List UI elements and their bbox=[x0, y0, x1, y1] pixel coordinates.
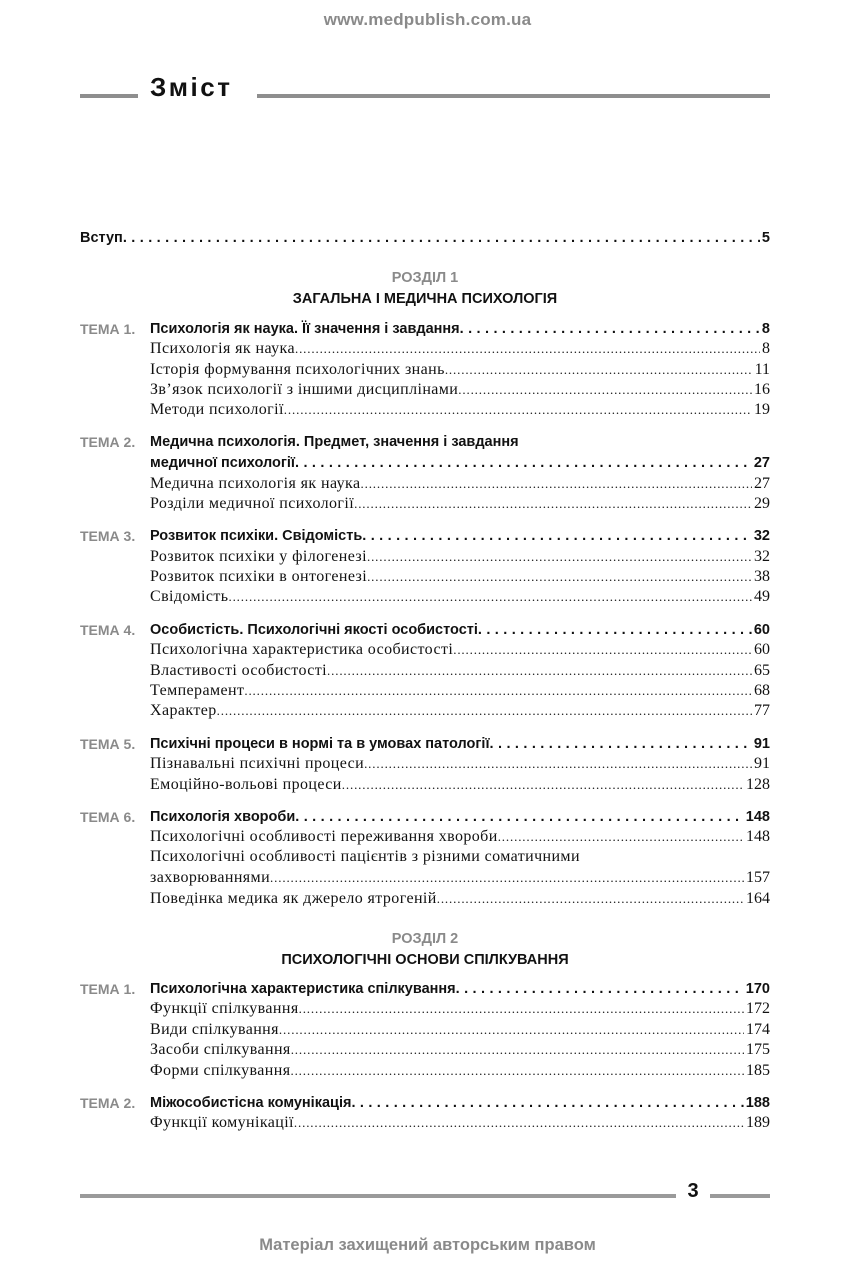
subentry-title: Пізнавальні психічні процеси bbox=[150, 755, 365, 773]
subentry-title: Форми спілкування bbox=[150, 1061, 291, 1079]
toc-subentry[interactable] bbox=[150, 1113, 770, 1133]
theme-page: 188 bbox=[745, 1094, 770, 1111]
subentry-page: 128 bbox=[746, 775, 770, 793]
toc-theme-entry[interactable] bbox=[80, 979, 770, 999]
theme-block bbox=[80, 733, 770, 794]
theme-page: 148 bbox=[745, 808, 770, 825]
toc-subentry[interactable] bbox=[150, 494, 770, 514]
dot-leader bbox=[458, 380, 752, 400]
theme-block bbox=[80, 619, 770, 721]
subentry-page: 16 bbox=[754, 380, 770, 398]
dot-leader bbox=[123, 228, 760, 248]
section-number: РОЗДІЛ 2 bbox=[391, 930, 459, 947]
toc-entry-intro[interactable] bbox=[80, 228, 770, 248]
subentry-page: 172 bbox=[746, 1000, 770, 1018]
site-url: www.medpublish.com.ua bbox=[323, 10, 532, 29]
toc-theme-entry-line[interactable] bbox=[80, 432, 770, 452]
toc-subentry[interactable] bbox=[150, 339, 770, 359]
dot-leader bbox=[364, 754, 752, 774]
subentry-page: 11 bbox=[754, 360, 770, 378]
toc-theme-entry[interactable] bbox=[80, 733, 770, 753]
toc-subentry[interactable] bbox=[150, 868, 770, 888]
section-name: ПСИХОЛОГІЧНІ ОСНОВИ СПІЛКУВАННЯ bbox=[281, 951, 569, 968]
page-title: Зміст bbox=[150, 72, 233, 102]
toc-entry-title: Вступ bbox=[80, 230, 123, 247]
theme-block bbox=[80, 318, 770, 420]
dot-leader bbox=[367, 547, 752, 567]
dot-leader bbox=[354, 494, 752, 514]
subentry-page: 32 bbox=[754, 547, 770, 565]
subentry-title: Психологія як наука bbox=[150, 340, 295, 358]
theme-title: Розвиток психіки. Свідомість bbox=[150, 528, 363, 545]
subentry-page: 148 bbox=[746, 828, 770, 846]
subentry-page: 68 bbox=[754, 682, 770, 700]
dot-leader bbox=[362, 526, 752, 546]
toc-subentry[interactable] bbox=[150, 1040, 770, 1060]
dot-leader bbox=[244, 681, 752, 701]
toc-theme-entry[interactable] bbox=[80, 807, 770, 827]
subentry-page: 91 bbox=[754, 755, 770, 773]
subentry-title: Властивості особистості bbox=[150, 661, 328, 679]
toc-theme-entry[interactable] bbox=[80, 318, 770, 338]
theme-prefix: ТЕМА 2. bbox=[80, 1094, 136, 1111]
dot-leader bbox=[295, 453, 752, 473]
dot-leader bbox=[279, 1020, 744, 1040]
dot-leader bbox=[299, 999, 744, 1019]
subentry-page: 174 bbox=[746, 1020, 770, 1038]
subentry-page: 8 bbox=[762, 340, 770, 358]
title-row bbox=[80, 72, 770, 108]
dot-leader bbox=[490, 734, 752, 754]
toc-subentry[interactable] bbox=[150, 827, 770, 847]
toc-subentry[interactable] bbox=[150, 587, 770, 607]
subentry-page: 60 bbox=[754, 641, 770, 659]
subentry-title: Історія формування психологічних знань bbox=[150, 360, 445, 378]
theme-prefix: ТЕМА 5. bbox=[80, 735, 136, 752]
theme-page: 170 bbox=[745, 980, 770, 997]
dot-leader bbox=[351, 1093, 743, 1113]
dot-leader bbox=[291, 1040, 744, 1060]
dot-leader bbox=[460, 319, 760, 339]
subentry-title: Психологічна характеристика особистості bbox=[150, 641, 454, 659]
theme-prefix: ТЕМА 1. bbox=[80, 980, 136, 997]
toc-subentry[interactable] bbox=[150, 1019, 770, 1039]
toc-subentry[interactable] bbox=[150, 774, 770, 794]
section-heading bbox=[80, 268, 770, 310]
toc-subentry[interactable] bbox=[150, 681, 770, 701]
subentry-title: Емоційно-вольові процеси bbox=[150, 775, 342, 793]
theme-title: Міжособистісна комунікація bbox=[150, 1094, 352, 1111]
toc-subentry[interactable] bbox=[150, 660, 770, 680]
theme-prefix: ТЕМА 6. bbox=[80, 808, 136, 825]
dot-leader bbox=[445, 360, 753, 380]
toc-entry-page: 5 bbox=[761, 230, 770, 247]
dot-leader bbox=[327, 661, 752, 681]
dot-leader bbox=[361, 474, 753, 494]
table-of-contents bbox=[80, 228, 770, 1145]
subentry-title: Розвиток психіки в онтогенезі bbox=[150, 568, 368, 586]
toc-subentry[interactable] bbox=[150, 1060, 770, 1080]
section-number: РОЗДІЛ 1 bbox=[391, 270, 459, 287]
subentry-title: Функції спілкування bbox=[150, 1000, 299, 1018]
toc-theme-entry[interactable] bbox=[80, 453, 770, 473]
dot-leader bbox=[453, 640, 752, 660]
toc-theme-entry[interactable] bbox=[80, 1093, 770, 1113]
subentry-page: 27 bbox=[754, 474, 770, 492]
subentry-title: Засоби спілкування bbox=[150, 1041, 291, 1059]
subentry-title: Функції комунікації bbox=[150, 1114, 294, 1132]
subentry-page: 65 bbox=[754, 661, 770, 679]
subentry-title: Розвиток психіки у філогенезі bbox=[150, 547, 367, 565]
toc-subentry[interactable] bbox=[150, 380, 770, 400]
title-rule-left bbox=[80, 94, 138, 98]
theme-prefix: ТЕМА 1. bbox=[80, 320, 136, 337]
dot-leader bbox=[342, 775, 744, 795]
title-rule-right bbox=[257, 94, 770, 98]
toc-subentry[interactable] bbox=[150, 567, 770, 587]
theme-title: Медична психологія. Предмет, значення і завдання bbox=[150, 434, 519, 451]
subentry-title: Свідомість bbox=[150, 588, 229, 606]
subentry-page: 164 bbox=[746, 889, 770, 907]
footer bbox=[80, 1180, 770, 1210]
footer-rule-right bbox=[710, 1194, 770, 1198]
subentry-page: 175 bbox=[746, 1041, 770, 1059]
subentry-title: Зв’язок психології з іншими дисциплінами bbox=[150, 380, 459, 398]
subentry-title: Характер bbox=[150, 702, 217, 720]
theme-prefix: ТЕМА 2. bbox=[80, 434, 136, 451]
theme-prefix: ТЕМА 4. bbox=[80, 621, 136, 638]
copyright-notice: Матеріал захищений авторським правом bbox=[259, 1236, 596, 1254]
toc-subentry-line[interactable]: Психологічні особливості пацієнтів з різними соматичними bbox=[150, 848, 580, 866]
dot-leader bbox=[270, 868, 744, 888]
page-number: 3 bbox=[687, 1180, 699, 1202]
toc-subentry[interactable] bbox=[150, 400, 770, 420]
dot-leader bbox=[295, 807, 744, 827]
subentry-title: Психологічні особливості переживання хвороби bbox=[150, 828, 498, 846]
subentry-page: 185 bbox=[746, 1061, 770, 1079]
theme-block bbox=[80, 1093, 770, 1134]
toc-subentry[interactable] bbox=[150, 754, 770, 774]
subentry-page: 189 bbox=[746, 1114, 770, 1132]
toc-subentry[interactable] bbox=[150, 888, 770, 908]
toc-theme-entry[interactable] bbox=[80, 619, 770, 639]
theme-title: Психологія як наука. Її значення і завдання bbox=[150, 320, 460, 337]
theme-block bbox=[80, 432, 770, 514]
footer-rule-left bbox=[80, 1194, 676, 1198]
subentry-page: 19 bbox=[754, 401, 770, 419]
theme-prefix: ТЕМА 3. bbox=[80, 528, 136, 545]
theme-block bbox=[80, 979, 770, 1081]
subentry-title: Методи психології bbox=[150, 401, 284, 419]
dot-leader bbox=[217, 701, 752, 721]
toc-subentry[interactable] bbox=[150, 640, 770, 660]
subentry-title: Розділи медичної психології bbox=[150, 494, 355, 512]
dot-leader bbox=[295, 339, 760, 359]
dot-leader bbox=[294, 1113, 744, 1133]
subentry-page: 77 bbox=[754, 702, 770, 720]
subentry-page: 157 bbox=[746, 869, 770, 887]
section-heading bbox=[80, 929, 770, 971]
dot-leader bbox=[498, 827, 744, 847]
subentry-title: Медична психологія як наука bbox=[150, 474, 361, 492]
subentry-page: 38 bbox=[754, 568, 770, 586]
subentry-title: Поведінка медика як джерело ятрогеній bbox=[150, 889, 437, 907]
dot-leader bbox=[367, 567, 752, 587]
theme-page: 91 bbox=[753, 735, 770, 752]
toc-subentry[interactable] bbox=[150, 546, 770, 566]
theme-page: 27 bbox=[753, 455, 770, 472]
theme-page: 8 bbox=[761, 320, 770, 337]
dot-leader bbox=[478, 620, 752, 640]
theme-title: медичної психології bbox=[150, 455, 296, 472]
subentry-page: 49 bbox=[754, 588, 770, 606]
dot-leader bbox=[456, 979, 744, 999]
subentry-title: захворюваннями bbox=[150, 869, 271, 887]
theme-title: Психологія хвороби bbox=[150, 808, 296, 825]
dot-leader bbox=[437, 889, 744, 909]
subentry-title: Види спілкування bbox=[150, 1020, 279, 1038]
toc-subentry[interactable] bbox=[150, 359, 770, 379]
theme-title: Психічні процеси в нормі та в умовах патології bbox=[150, 735, 490, 752]
dot-leader bbox=[228, 587, 752, 607]
dot-leader bbox=[290, 1061, 744, 1081]
theme-page: 60 bbox=[753, 621, 770, 638]
toc-theme-entry[interactable] bbox=[80, 526, 770, 546]
toc-subentry[interactable] bbox=[150, 473, 770, 493]
theme-page: 32 bbox=[753, 528, 770, 545]
theme-title: Особистість. Психологічні якості особистості bbox=[150, 621, 478, 638]
theme-block bbox=[80, 526, 770, 608]
subentry-title: Темперамент bbox=[150, 682, 245, 700]
subentry-page: 29 bbox=[754, 494, 770, 512]
theme-title: Психологічна характеристика спілкування bbox=[150, 980, 456, 997]
toc-subentry[interactable] bbox=[150, 999, 770, 1019]
toc-subentry[interactable] bbox=[150, 701, 770, 721]
dot-leader bbox=[284, 400, 752, 420]
section-name: ЗАГАЛЬНА І МЕДИЧНА ПСИХОЛОГІЯ bbox=[292, 291, 558, 308]
theme-block bbox=[80, 807, 770, 909]
